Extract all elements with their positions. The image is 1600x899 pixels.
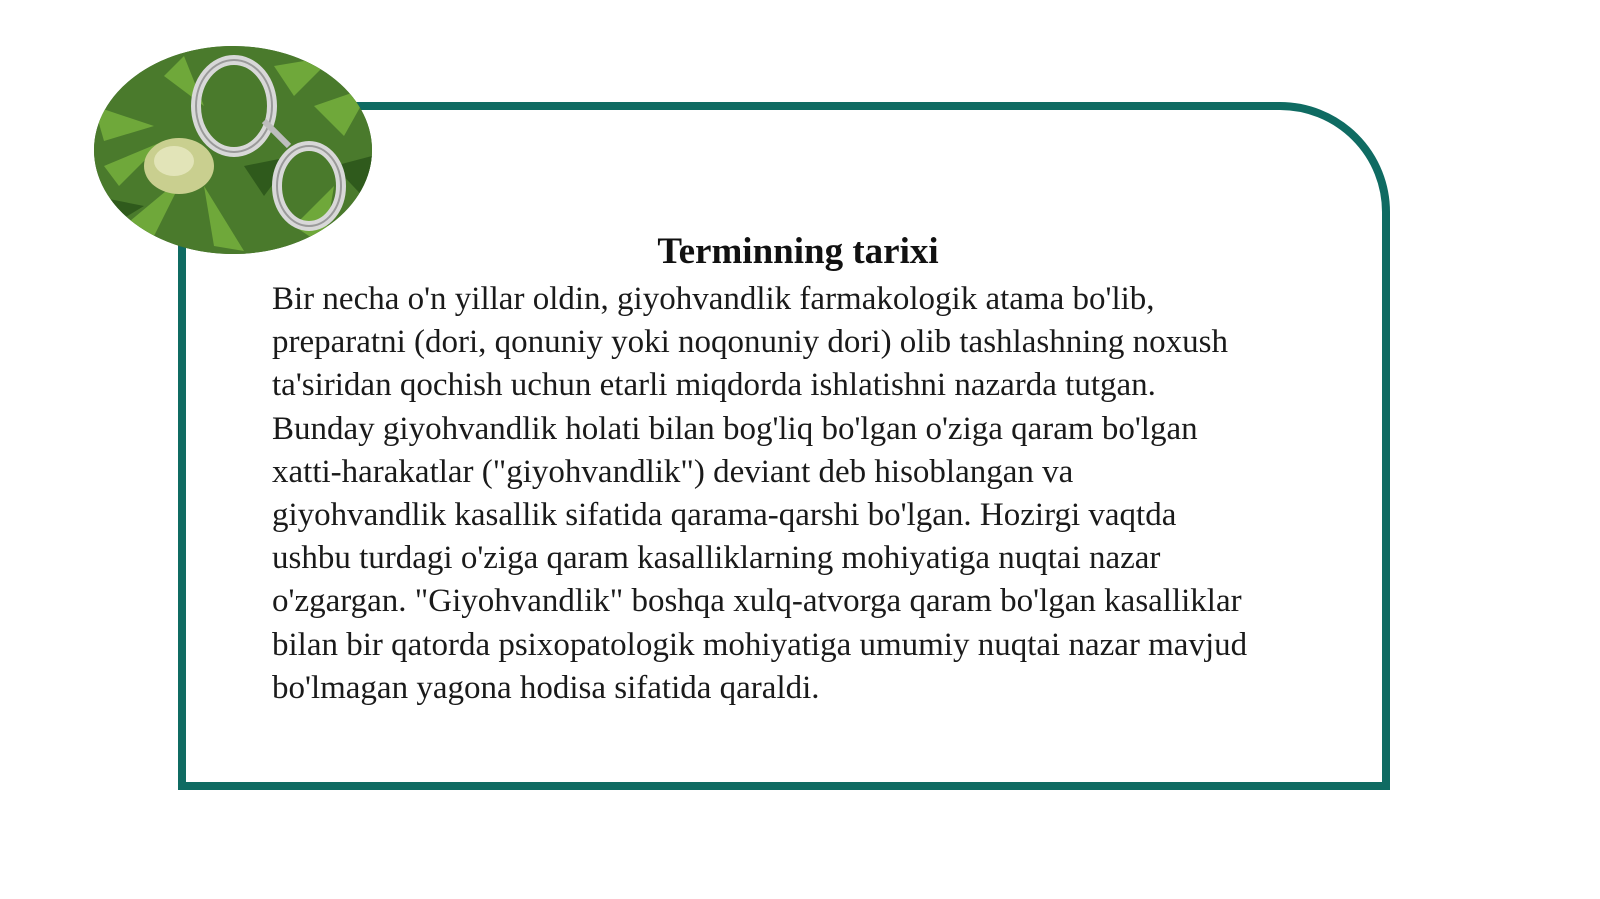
body-paragraph	[272, 278, 1352, 710]
paragraph-line: Bunday giyohvandlik holati bilan bog'liq bo'lgan o'ziga qaram bo'lgan	[272, 410, 1198, 447]
cannabis-handcuffs-photo	[94, 46, 372, 254]
paragraph-line: bo'lmagan yagona hodisa sifatida qaraldi.	[272, 669, 820, 706]
paragraph-line: preparatni (dori, qonuniy yoki noqonuniy dori) olib tashlashning noxush	[272, 324, 1228, 361]
paragraph-line: xatti-harakatlar ("giyohvandlik") deviant deb hisoblangan va	[272, 453, 1074, 490]
paragraph-line: ushbu turdagi o'ziga qaram kasalliklarning mohiyatiga nuqtai nazar	[272, 540, 1161, 577]
paragraph-line: giyohvandlik kasallik sifatida qarama-qarshi bo'lgan. Hozirgi vaqtda	[272, 497, 1177, 534]
slide-title: Terminning tarixi	[657, 231, 939, 272]
paragraph-line: o'zgargan. "Giyohvandlik" boshqa xulq-atvorga qaram bo'lgan kasalliklar	[272, 583, 1242, 620]
paragraph-line: ta'siridan qochish uchun etarli miqdorda ishlatishni nazarda tutgan.	[272, 367, 1156, 404]
paragraph-line: Bir necha o'n yillar oldin, giyohvandlik farmakologik atama bo'lib,	[272, 281, 1155, 317]
paragraph-line: bilan bir qatorda psixopatologik mohiyatiga umumiy nuqtai nazar mavjud	[272, 626, 1248, 663]
